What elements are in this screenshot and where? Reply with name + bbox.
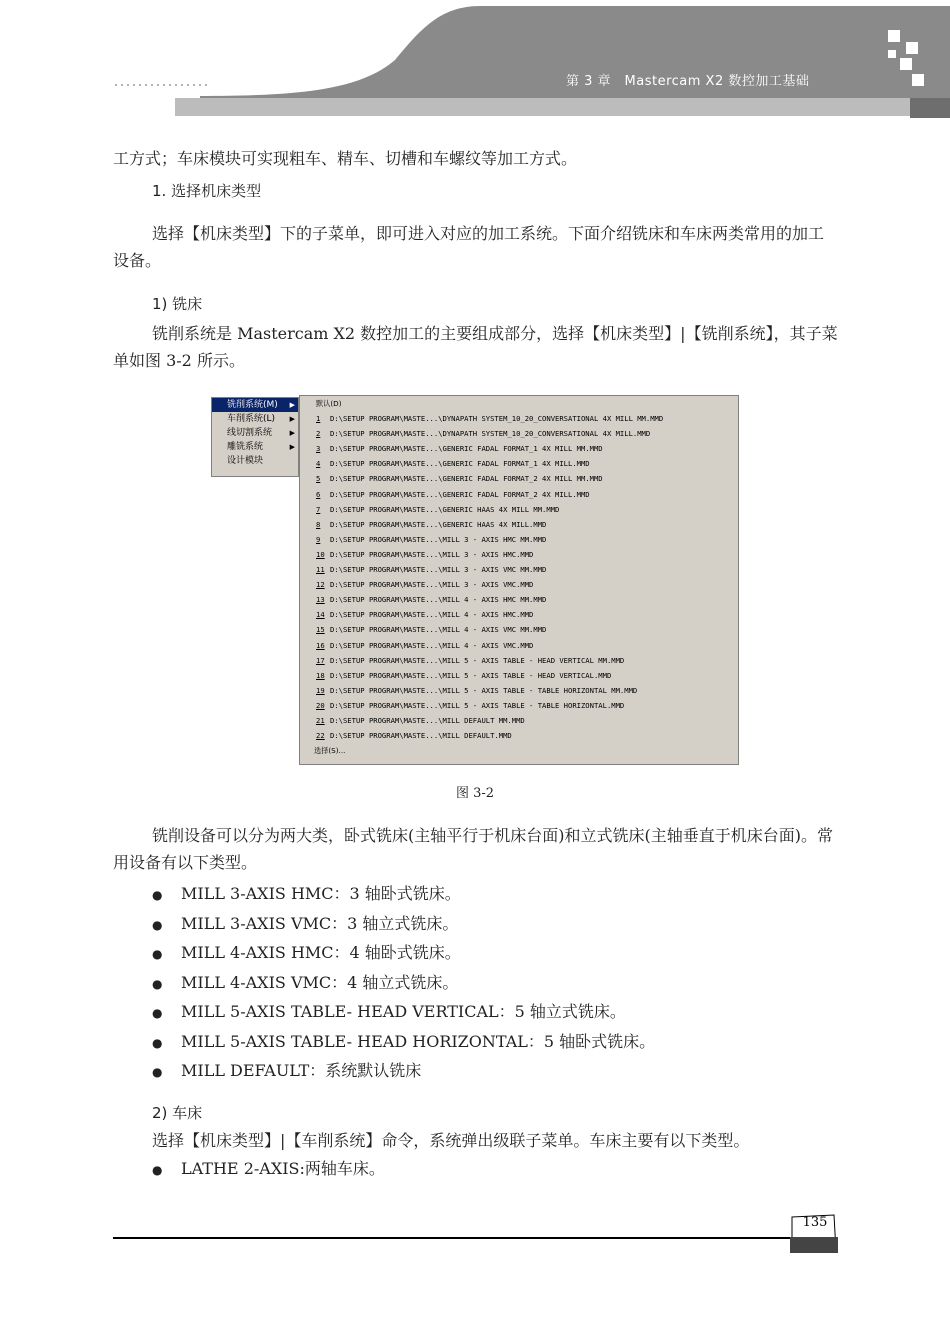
submenu-item-path: D:\SETUP PROGRAM\MASTE...\MILL 4 - AXIS HMC.MMD [330, 610, 534, 620]
submenu-item[interactable] [300, 532, 738, 547]
submenu-item[interactable] [300, 668, 738, 683]
menu-item-lathe-system[interactable]: 车削系统(L) ▶ [227, 414, 295, 424]
submenu-item-number: 8 [316, 519, 321, 529]
paragraph-intro: 工方式；车床模块可实现粗车、精车、切槽和车螺纹等加工方式。 [113, 149, 578, 168]
submenu-item-path: D:\SETUP PROGRAM\MASTE...\MILL 3 - AXIS VMC MM.MMD [330, 565, 547, 575]
submenu-item-path: D:\SETUP PROGRAM\MASTE...\GENERIC FADAL FORMAT_2 4X MILL.MMD [330, 489, 590, 499]
submenu-item-number: 12 [316, 580, 325, 590]
bullet-dot-icon: ● [152, 1006, 163, 1020]
submenu-item-path: D:\SETUP PROGRAM\MASTE...\MILL 3 - AXIS VMC.MMD [330, 580, 534, 590]
submenu-item-path: D:\SETUP PROGRAM\MASTE...\GENERIC FADAL FORMAT_1 4X MILL MM.MMD [330, 444, 603, 454]
submenu-item-path: D:\SETUP PROGRAM\MASTE...\GENERIC HAAS 4X MILL.MMD [330, 519, 547, 529]
submenu-item-number: 16 [316, 640, 325, 650]
submenu-item-number: 21 [316, 715, 325, 725]
submenu-arrow-icon: ▶ [289, 401, 295, 409]
bullet-text: MILL DEFAULT：系统默认铣床 [181, 1061, 422, 1080]
submenu-item[interactable] [300, 653, 738, 668]
submenu-item-path: D:\SETUP PROGRAM\MASTE...\MILL 3 - AXIS HMC MM.MMD [330, 534, 547, 544]
submenu-item-default[interactable]: 默认(D) [316, 399, 342, 408]
menu-item-mill-system[interactable]: 铣削系统(M) ▶ [212, 398, 298, 412]
bullet-item [152, 1058, 421, 1081]
submenu-item-number: 4 [316, 459, 321, 469]
page-header-graphic [0, 0, 950, 130]
submenu-item[interactable] [300, 487, 738, 502]
paragraph-lathe: 选择【机床类型】|【车削系统】命令，系统弹出级联子菜单。车床主要有以下类型。 [152, 1131, 750, 1150]
bullet-item [152, 911, 458, 934]
bullet-text: MILL 4-AXIS HMC：4 轴卧式铣床。 [181, 943, 461, 962]
bullet-dot-icon: ● [152, 1035, 163, 1050]
submenu-item-number: 15 [316, 625, 325, 635]
submenu-item-number: 17 [316, 655, 325, 665]
bullet-dot-icon: ● [152, 976, 163, 991]
footer-rule [113, 1237, 793, 1239]
submenu-item-number: 18 [316, 670, 325, 680]
submenu-item-path: D:\SETUP PROGRAM\MASTE...\MILL 5 - AXIS TABLE - TABLE HORIZONTAL MM.MMD [330, 685, 638, 695]
menu-item-wire-system[interactable]: 线切割系统 ▶ [227, 428, 295, 438]
submenu-item-path: D:\SETUP PROGRAM\MASTE...\MILL 5 - AXIS TABLE - TABLE HORIZONTAL.MMD [330, 700, 625, 710]
submenu-item-path: D:\SETUP PROGRAM\MASTE...\MILL DEFAULT MM.MMD [330, 715, 525, 725]
submenu-item-number: 1 [316, 414, 321, 424]
bullet-text: MILL 3-AXIS HMC：3 轴卧式铣床。 [181, 884, 461, 903]
submenu-item[interactable] [300, 562, 738, 577]
submenu-item[interactable] [300, 411, 738, 426]
submenu-item-path: D:\SETUP PROGRAM\MASTE...\MILL 4 - AXIS HMC MM.MMD [330, 595, 547, 605]
submenu-item-number: 11 [316, 565, 325, 575]
paragraph-machine-type: 选择【机床类型】下的子菜单，即可进入对应的加工系统。下面介绍铣床和车床两类常用的加工设备。 [113, 224, 825, 270]
figure-caption: 图 3-2 [455, 786, 495, 801]
submenu-item-path: D:\SETUP PROGRAM\MASTE...\GENERIC FADAL FORMAT_1 4X MILL.MMD [330, 459, 590, 469]
submenu-arrow-icon: ▶ [289, 429, 295, 437]
paragraph-mill-system: 铣削系统是 Mastercam X2 数控加工的主要组成部分，选择【机床类型】|【铣削系统】，其子菜单如图 3-2 所示。 [113, 324, 838, 370]
submenu-item[interactable] [300, 728, 738, 743]
section-heading-machine-type: 1. 选择机床类型 [152, 182, 262, 200]
submenu-item[interactable] [300, 683, 738, 698]
page-number: 135 [802, 1215, 828, 1230]
bullet-text: MILL 4-AXIS VMC：4 轴立式铣床。 [181, 972, 459, 992]
submenu-item[interactable] [300, 441, 738, 456]
submenu-item-number: 5 [316, 474, 321, 484]
submenu-arrow-icon: ▶ [289, 415, 295, 423]
submenu-item[interactable] [300, 426, 738, 441]
submenu-item-path: D:\SETUP PROGRAM\MASTE...\MILL 4 - AXIS VMC MM.MMD [330, 625, 547, 635]
submenu-item[interactable] [300, 607, 738, 622]
submenu-item-number: 19 [316, 685, 325, 695]
paragraph-mill-types: 铣削设备可以分为两大类，卧式铣床(主轴平行于机床台面)和立式铣床(主轴垂直于机床台面)。常用设备有以下类型。 [113, 826, 833, 872]
bullet-item [152, 940, 461, 963]
bullet-text: LATHE 2-AXIS:两轴车床。 [181, 1159, 385, 1178]
submenu-item[interactable] [300, 456, 738, 471]
bullet-item [152, 1156, 385, 1179]
bullet-dot-icon: ● [152, 947, 163, 961]
bullet-item [152, 881, 461, 904]
bullet-dot-icon: ● [152, 1163, 163, 1177]
submenu-item-path: D:\SETUP PROGRAM\MASTE...\MILL 5 - AXIS TABLE - HEAD VERTICAL MM.MMD [330, 655, 625, 665]
submenu-item[interactable] [300, 471, 738, 486]
submenu-item-number: 20 [316, 700, 325, 710]
submenu-item-path: D:\SETUP PROGRAM\MASTE...\MILL 5 - AXIS TABLE - HEAD VERTICAL.MMD [330, 670, 612, 680]
bullet-text: MILL 3-AXIS VMC：3 轴立式铣床。 [181, 913, 459, 933]
submenu-item-number: 2 [316, 429, 321, 439]
submenu-item-path: D:\SETUP PROGRAM\MASTE...\GENERIC FADAL FORMAT_2 4X MILL MM.MMD [330, 474, 603, 484]
bullet-item [152, 1029, 655, 1052]
machine-type-menu [211, 397, 299, 477]
section-heading-lathe: 2) 车床 [152, 1104, 203, 1122]
bullet-item [152, 999, 626, 1022]
bullet-dot-icon: ● [152, 917, 163, 932]
submenu-item-number: 6 [316, 489, 321, 499]
bullet-dot-icon: ● [152, 1065, 163, 1079]
bullet-item [152, 970, 458, 993]
bullet-dot-icon: ● [152, 888, 163, 902]
submenu-item-number: 14 [316, 610, 325, 620]
submenu-item-number: 7 [316, 504, 321, 514]
menu-item-design-module[interactable]: 设计模块 [227, 456, 264, 466]
submenu-item-path: D:\SETUP PROGRAM\MASTE...\DYNAPATH SYSTEM_10_20_CONVERSATIONAL 4X MILL.MMD [330, 429, 651, 439]
submenu-item[interactable] [300, 577, 738, 592]
mill-system-submenu [299, 395, 739, 765]
submenu-item-number: 22 [316, 731, 325, 741]
bullet-text: MILL 5-AXIS TABLE- HEAD HORIZONTAL：5 轴卧式铣床。 [181, 1031, 656, 1051]
submenu-item[interactable] [300, 517, 738, 532]
submenu-item[interactable] [300, 502, 738, 517]
submenu-item-path: D:\SETUP PROGRAM\MASTE...\MILL DEFAULT.MMD [330, 731, 512, 741]
submenu-item[interactable] [300, 638, 738, 653]
submenu-item[interactable] [300, 622, 738, 637]
section-heading-mill: 1) 铣床 [152, 295, 203, 313]
submenu-item[interactable] [300, 592, 738, 607]
submenu-item[interactable] [300, 698, 738, 713]
bullet-text: MILL 5-AXIS TABLE- HEAD VERTICAL：5 轴立式铣床。 [181, 1002, 626, 1021]
submenu-item-number: 3 [316, 444, 321, 454]
submenu-item-number: 10 [316, 549, 325, 559]
submenu-item-path: D:\SETUP PROGRAM\MASTE...\MILL 4 - AXIS VMC.MMD [330, 640, 534, 650]
submenu-item-path: D:\SETUP PROGRAM\MASTE...\MILL 3 - AXIS HMC.MMD [330, 549, 534, 559]
submenu-arrow-icon: ▶ [289, 443, 295, 451]
submenu-item-number: 9 [316, 534, 321, 544]
submenu-item[interactable] [300, 547, 738, 562]
submenu-item-path: D:\SETUP PROGRAM\MASTE...\DYNAPATH SYSTEM_10_20_CONVERSATIONAL 4X MILL MM.MMD [330, 414, 664, 424]
submenu-item-select[interactable]: 选择(S)... [314, 746, 346, 756]
submenu-item-number: 13 [316, 595, 325, 605]
submenu-item-path: D:\SETUP PROGRAM\MASTE...\GENERIC HAAS 4X MILL MM.MMD [330, 504, 560, 514]
chapter-title: 第 3 章 Mastercam X2 数控加工基础 [566, 74, 810, 89]
menu-item-router-system[interactable]: 雕铣系统 ▶ [227, 442, 295, 452]
submenu-item[interactable] [300, 713, 738, 728]
